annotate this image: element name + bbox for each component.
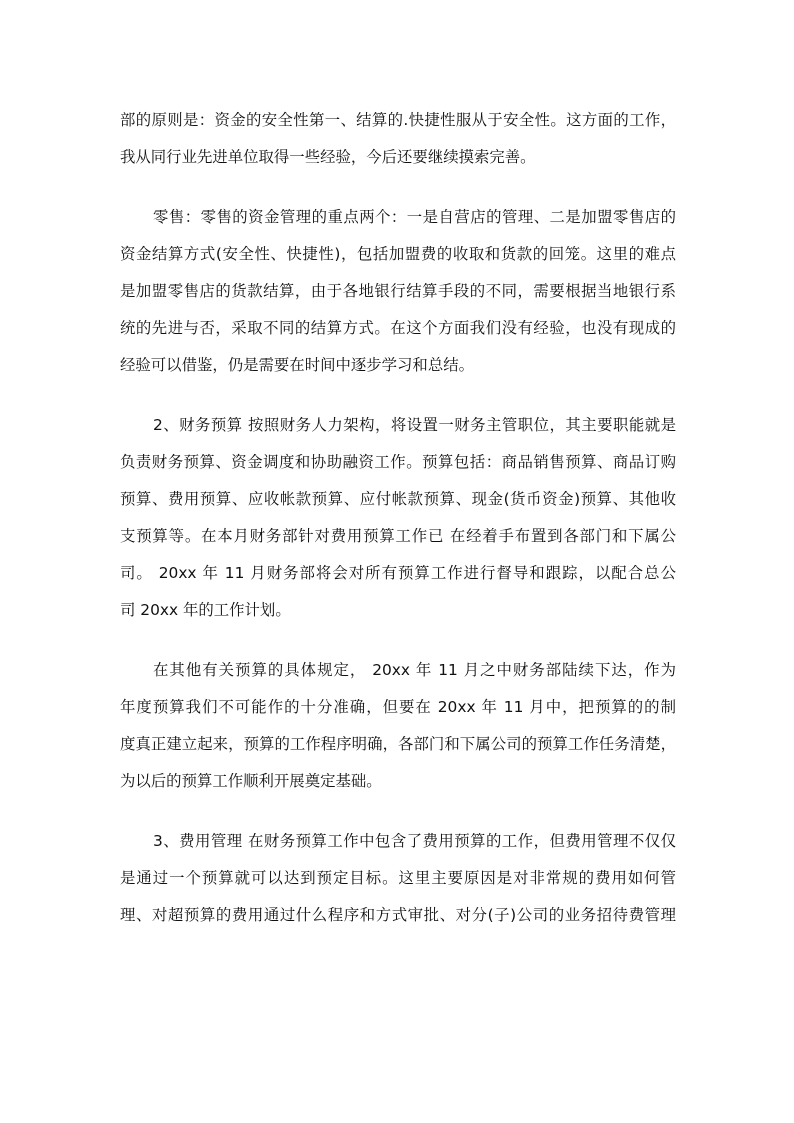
text-line: 资金结算方式(安全性、快捷性)，包括加盟费的收取和货款的回笼。这里的难点 (120, 245, 676, 263)
text-line: 在其他有关预算的具体规定， 20xx 年 11 月之中财务部陆续下达，作为 (153, 661, 676, 679)
text-line: 经验可以借鉴，仍是需要在时间中逐步学习和总结。 (120, 356, 474, 374)
text-line: 是通过一个预算就可以达到预定目标。这里主要原因是对非常规的费用如何管 (120, 869, 676, 887)
text-line: 预算、费用预算、应收帐款预算、应付帐款预算、现金(货币资金)预算、其他收 (120, 490, 676, 508)
text-line: 司。 20xx 年 11 月财务部将会对所有预算工作进行督导和跟踪，以配合总公 (120, 564, 676, 582)
text-line: 度真正建立起来，预算的工作程序明确，各部门和下属公司的预算工作任务清楚， (120, 735, 676, 753)
paragraph-expense-management (120, 823, 676, 934)
paragraph-retail (120, 199, 676, 384)
text-line: 负责财务预算、资金调度和协助融资工作。预算包括：商品销售预算、商品订购 (120, 453, 676, 471)
text-line: 年度预算我们不可能作的十分准确，但要在 20xx 年 11 月中，把预算的的制 (120, 698, 676, 716)
body-text (120, 102, 676, 957)
text-line: 我从同行业先进单位取得一些经验，今后还要继续摸索完善。 (120, 148, 536, 166)
paragraph-financial-budget (120, 407, 676, 629)
text-line: 为以后的预算工作顺利开展奠定基础。 (120, 772, 382, 790)
text-line: 是加盟零售店的货款结算，由于各地银行结算手段的不同，需要根据当地银行系 (120, 282, 676, 300)
text-line: 支预算等。在本月财务部针对费用预算工作已 在经着手布置到各部门和下属公 (120, 527, 676, 545)
text-line: 统的先进与否，采取不同的结算方式。在这个方面我们没有经验，也没有现成的 (120, 319, 676, 337)
text-line: 理、对超预算的费用通过什么程序和方式审批、对分(子)公司的业务招待费管理 (120, 906, 676, 924)
text-line: 2、财务预算 按照财务人力架构，将设置一财务主管职位，其主要职能就是 (153, 416, 676, 434)
text-line: 司 20xx 年的工作计划。 (120, 601, 291, 619)
paragraph-settlement-principle (120, 102, 676, 176)
text-line: 部的原则是：资金的安全性第一、结算的.快捷性服从于安全性。这方面的工作， (120, 111, 676, 129)
text-line: 3、费用管理 在财务预算工作中包含了费用预算的工作，但费用管理不仅仅 (153, 832, 676, 850)
text-line: 零售：零售的资金管理的重点两个：一是自营店的管理、二是加盟零售店的 (153, 208, 676, 226)
paragraph-budget-rules (120, 652, 676, 800)
